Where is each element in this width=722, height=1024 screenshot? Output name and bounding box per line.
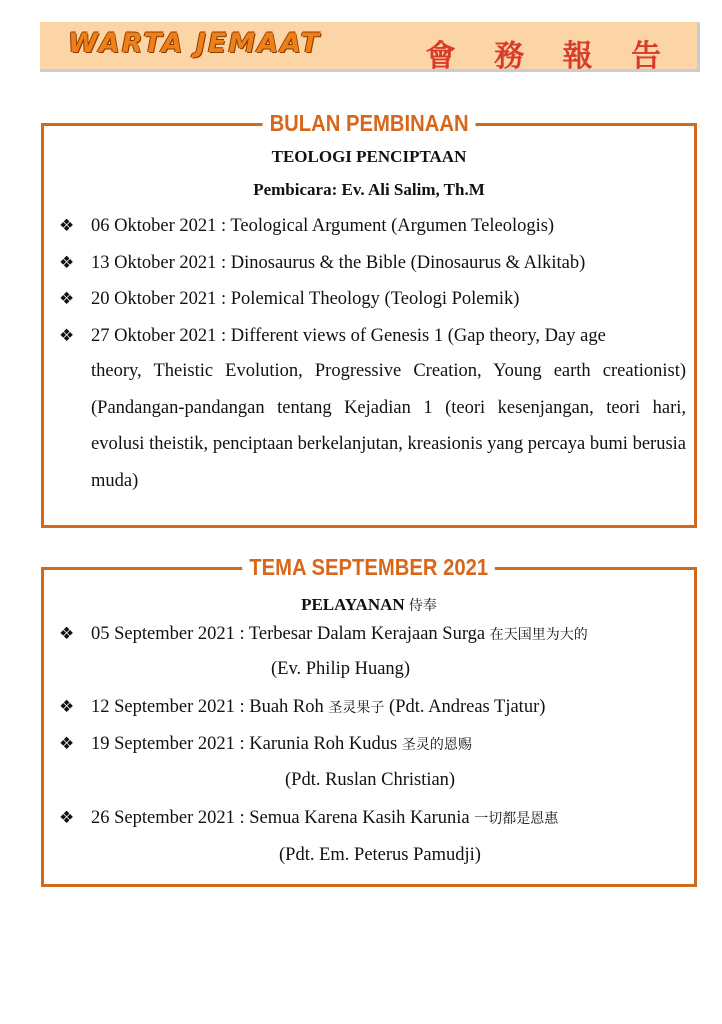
list-item (59, 252, 585, 274)
diamond-bullet-icon: ❖ (59, 624, 75, 644)
header-title: WARTA JEMAAT (68, 28, 321, 59)
list-item (59, 325, 606, 347)
section-title-text: TEMA SEPTEMBER 2021 (243, 554, 496, 580)
diamond-bullet-icon: ❖ (59, 326, 75, 346)
section-title (44, 554, 694, 580)
header-title-chinese: 會 務 報 告 (425, 39, 675, 74)
section-title (44, 110, 694, 136)
speaker-line: Pembicara: Ev. Ali Salim, Th.M (253, 180, 485, 199)
list-item-chinese: 圣灵的恩赐 (401, 737, 472, 753)
list-item (59, 623, 588, 646)
list-item-text: 13 Oktober 2021 : Dinosaurus & the Bible (Dinosaurus & Alkitab) (91, 253, 586, 273)
section-tema-september (41, 554, 697, 887)
diamond-bullet-icon: ❖ (59, 253, 75, 273)
list-item-text: 06 Oktober 2021 : Teological Argument (Argumen Teleologis) (91, 216, 555, 236)
speaker-name: (Pdt. Em. Peterus Pamudji) (279, 845, 481, 865)
section-subtitle (44, 595, 694, 615)
speaker-name: (Pdt. Ruslan Christian) (285, 770, 456, 790)
list-item-chinese: 圣灵果子 (328, 700, 385, 716)
section-title-text: BULAN PEMBINAAN (262, 110, 475, 136)
list-item (59, 733, 472, 756)
diamond-bullet-icon: ❖ (59, 697, 75, 717)
diamond-bullet-icon: ❖ (59, 216, 75, 236)
section-bulan-pembinaan (41, 110, 697, 528)
diamond-bullet-icon: ❖ (59, 808, 75, 828)
header-banner (40, 22, 700, 72)
list-item (59, 807, 558, 830)
section-subtitle-text: PELAYANAN (301, 595, 405, 614)
section-subtitle-chinese: 侍奉 (408, 598, 437, 614)
diamond-bullet-icon: ❖ (59, 734, 75, 754)
list-item-text: 26 September 2021 : Semua Karena Kasih Karunia (91, 808, 470, 828)
diamond-bullet-icon: ❖ (59, 289, 75, 309)
section-subtitle: TEOLOGI PENCIPTAAN (271, 147, 467, 166)
list-item-text: 19 September 2021 : Karunia Roh Kudus (91, 734, 398, 754)
list-item-text: 20 Oktober 2021 : Polemical Theology (Teologi Polemik) (91, 289, 520, 309)
list-item-chinese: 一切都是恩惠 (474, 811, 559, 827)
speaker-name: (Ev. Philip Huang) (271, 659, 411, 679)
list-item-chinese: 在天国里为大的 (489, 627, 588, 643)
list-item-text: 05 September 2021 : Terbesar Dalam Kerajaan Surga (91, 624, 486, 644)
list-item-continuation: theory, Theistic Evolution, Progressive Creation, Young earth creationist) (Pandangan-pandangan tentang Kejadian 1 (teori kesenjangan, teori hari, evolusi theistik, penciptaan berkelanjutan, kreasionis yang percaya bumi berusia muda) (91, 361, 686, 492)
list-item (59, 288, 519, 310)
list-item (59, 696, 545, 719)
speaker-name: (Pdt. Andreas Tjatur) (389, 697, 546, 717)
list-item-text: 12 September 2021 : Buah Roh (91, 697, 324, 717)
list-item (59, 215, 554, 237)
list-item-text: 27 Oktober 2021 : Different views of Genesis 1 (Gap theory, Day age (91, 326, 606, 346)
